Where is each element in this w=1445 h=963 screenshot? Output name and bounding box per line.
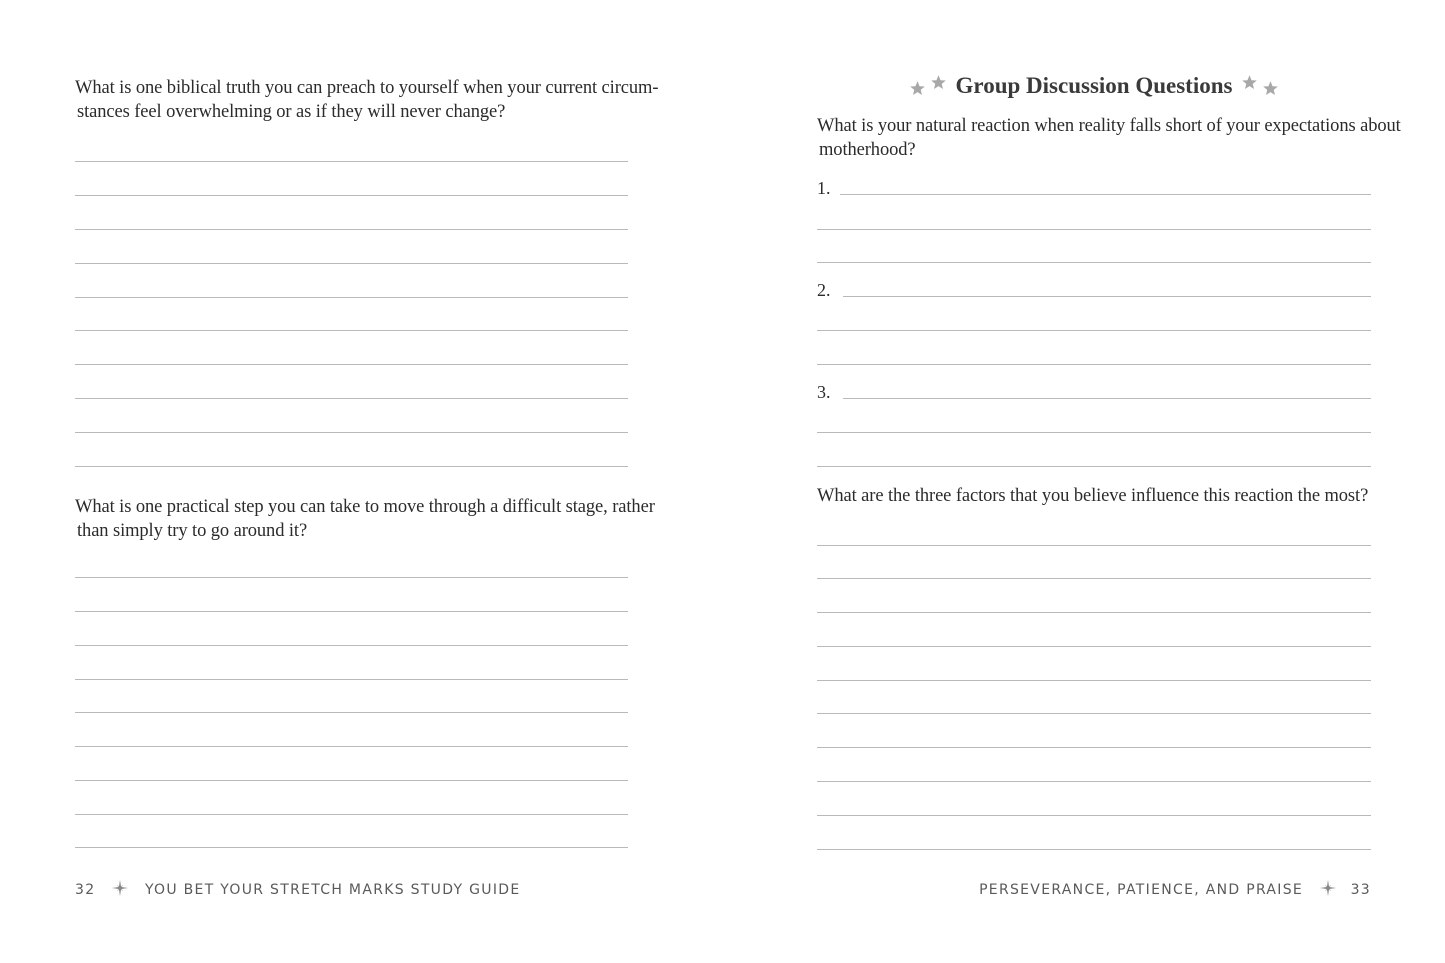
writing-line: [75, 577, 628, 578]
writing-line: [817, 646, 1371, 647]
writing-line: [75, 780, 628, 781]
writing-line: [817, 466, 1371, 467]
writing-line: [817, 578, 1371, 579]
left-question-2-line-2: than simply try to go around it?: [77, 520, 308, 541]
writing-line: [75, 398, 628, 399]
writing-line: [75, 847, 628, 848]
writing-line: [75, 364, 628, 365]
writing-line: [817, 781, 1371, 782]
writing-line: [75, 432, 628, 433]
section-heading: [816, 73, 1372, 99]
left-question-2-line-1: What is one practical step you can take to move through a difficult stage, rather: [75, 497, 655, 517]
writing-line: [840, 194, 1371, 195]
answer-number-3: 3.: [817, 382, 831, 402]
writing-line: [843, 398, 1371, 399]
answer-number-2: 2.: [817, 280, 831, 300]
writing-line: [817, 612, 1371, 613]
running-title-left: YOU BET YOUR STRETCH MARKS STUDY GUIDE: [144, 882, 521, 898]
star-icon: [1262, 80, 1279, 97]
left-question-2: [75, 496, 655, 543]
left-footer: [75, 879, 521, 898]
writing-line: [75, 466, 628, 467]
right-footer: [979, 879, 1371, 898]
answer-number-1: 1.: [817, 178, 831, 198]
right-question-1-line-2: motherhood?: [819, 139, 916, 160]
writing-line: [817, 815, 1371, 816]
writing-line: [817, 262, 1371, 263]
writing-line: [75, 611, 628, 612]
writing-line: [75, 746, 628, 747]
writing-line: [817, 713, 1371, 714]
writing-line: [75, 679, 628, 680]
right-question-1-line-1: What is your natural reaction when reality falls short of your expectations about: [817, 116, 1401, 136]
writing-line: [75, 645, 628, 646]
heading-text: Group Discussion Questions: [955, 73, 1233, 98]
page-number-left: 32: [75, 882, 96, 898]
running-title-right: PERSEVERANCE, PATIENCE, AND PRAISE: [979, 882, 1304, 898]
writing-line: [75, 161, 628, 162]
writing-line: [75, 229, 628, 230]
star-icon: [1241, 74, 1258, 91]
writing-line: [843, 296, 1371, 297]
writing-line: [817, 545, 1371, 546]
writing-line: [817, 849, 1371, 850]
writing-line: [75, 195, 628, 196]
writing-line: [75, 330, 628, 331]
right-question-2: [817, 485, 1368, 509]
writing-line: [75, 712, 628, 713]
right-question-1: [817, 115, 1401, 162]
page-number-right: 33: [1350, 882, 1371, 898]
sparkle-icon: [1319, 879, 1337, 897]
star-icon: [909, 80, 926, 97]
sparkle-icon: [111, 879, 129, 897]
writing-line: [75, 814, 628, 815]
writing-line: [75, 297, 628, 298]
right-question-2-line-1: What are the three factors that you believe influence this reaction the most?: [817, 486, 1369, 506]
writing-line: [817, 432, 1371, 433]
writing-line: [817, 680, 1371, 681]
left-question-1: [75, 77, 658, 124]
writing-line: [817, 229, 1371, 230]
left-question-1-line-1: What is one biblical truth you can preach to yourself when your current circum-: [75, 78, 659, 98]
writing-line: [817, 364, 1371, 365]
star-icon: [930, 74, 947, 91]
writing-line: [817, 330, 1371, 331]
left-question-1-line-2: stances feel overwhelming or as if they will never change?: [77, 101, 506, 122]
writing-line: [817, 747, 1371, 748]
writing-line: [75, 263, 628, 264]
